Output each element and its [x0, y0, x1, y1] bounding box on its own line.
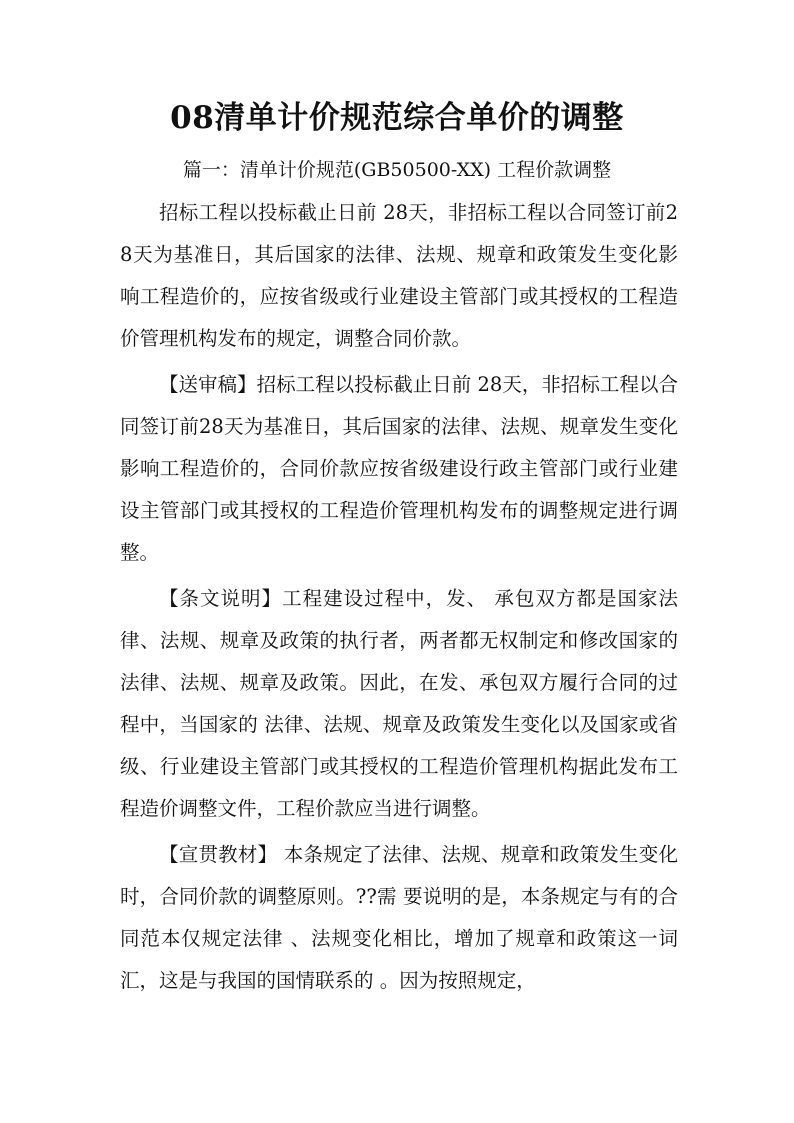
paragraph-text: 本条规定了法律、法规、规章和政策发生变化时，合同价款的调整原则。??需 要说明的是，本条规定与有的合同范本仅规定法律 、法规变化相比，增加了规章和政策这一词汇，这是与我国的国情联系的 。因为按照规定，	[120, 843, 678, 992]
paragraph-basis-date	[120, 192, 678, 360]
paragraph-clause-explanation	[120, 578, 678, 830]
paragraph-review-draft	[120, 364, 678, 574]
paragraph-tag: 【条文说明】	[159, 587, 283, 610]
document-subtitle: 篇一：清单计价规范(GB50500-XX) 工程价款调整	[182, 159, 612, 181]
paragraph-text: 招标工程以投标截止日前 28天，非招标工程以合同签订前28天为基准日，其后国家的法律、法规、规章和政策发生变化影响工程造价的，应按省级或行业建设主管部门或其授权的工程造价管理机构发布的规定，调整合同价款。	[120, 201, 678, 350]
paragraph-text: 招标工程以投标截止日前 28天，非招标工程以合同签订前28天为基准日，其后国家的法律、法规、规章发生变化影响工程造价的，合同价款应按省级建设行政主管部门或行业建设主管部门或其授权的工程造价管理机构发布的调整规定进行调整。	[120, 373, 678, 564]
document-title: 08清单计价规范综合单价的调整	[170, 100, 624, 136]
paragraph-tag: 【宣贯教材】	[159, 843, 278, 866]
document-body	[120, 192, 678, 1002]
paragraph-text: 工程建设过程中，发、 承包双方都是国家法律、法规、规章及政策的执行者，两者都无权制定和修改国家的法律、法规、规章及政策。因此，在发、承包双方履行合同的过程中，当国家的 法律、法规、规章及政策发生变化以及国家或省级、行业建设主管部门或其授权的工程造价管理机构据此发布工程造价调整文件，工程价款应当进行调整。	[120, 587, 678, 820]
paragraph-training-material	[120, 834, 678, 1002]
paragraph-tag: 【送审稿】	[159, 373, 257, 396]
